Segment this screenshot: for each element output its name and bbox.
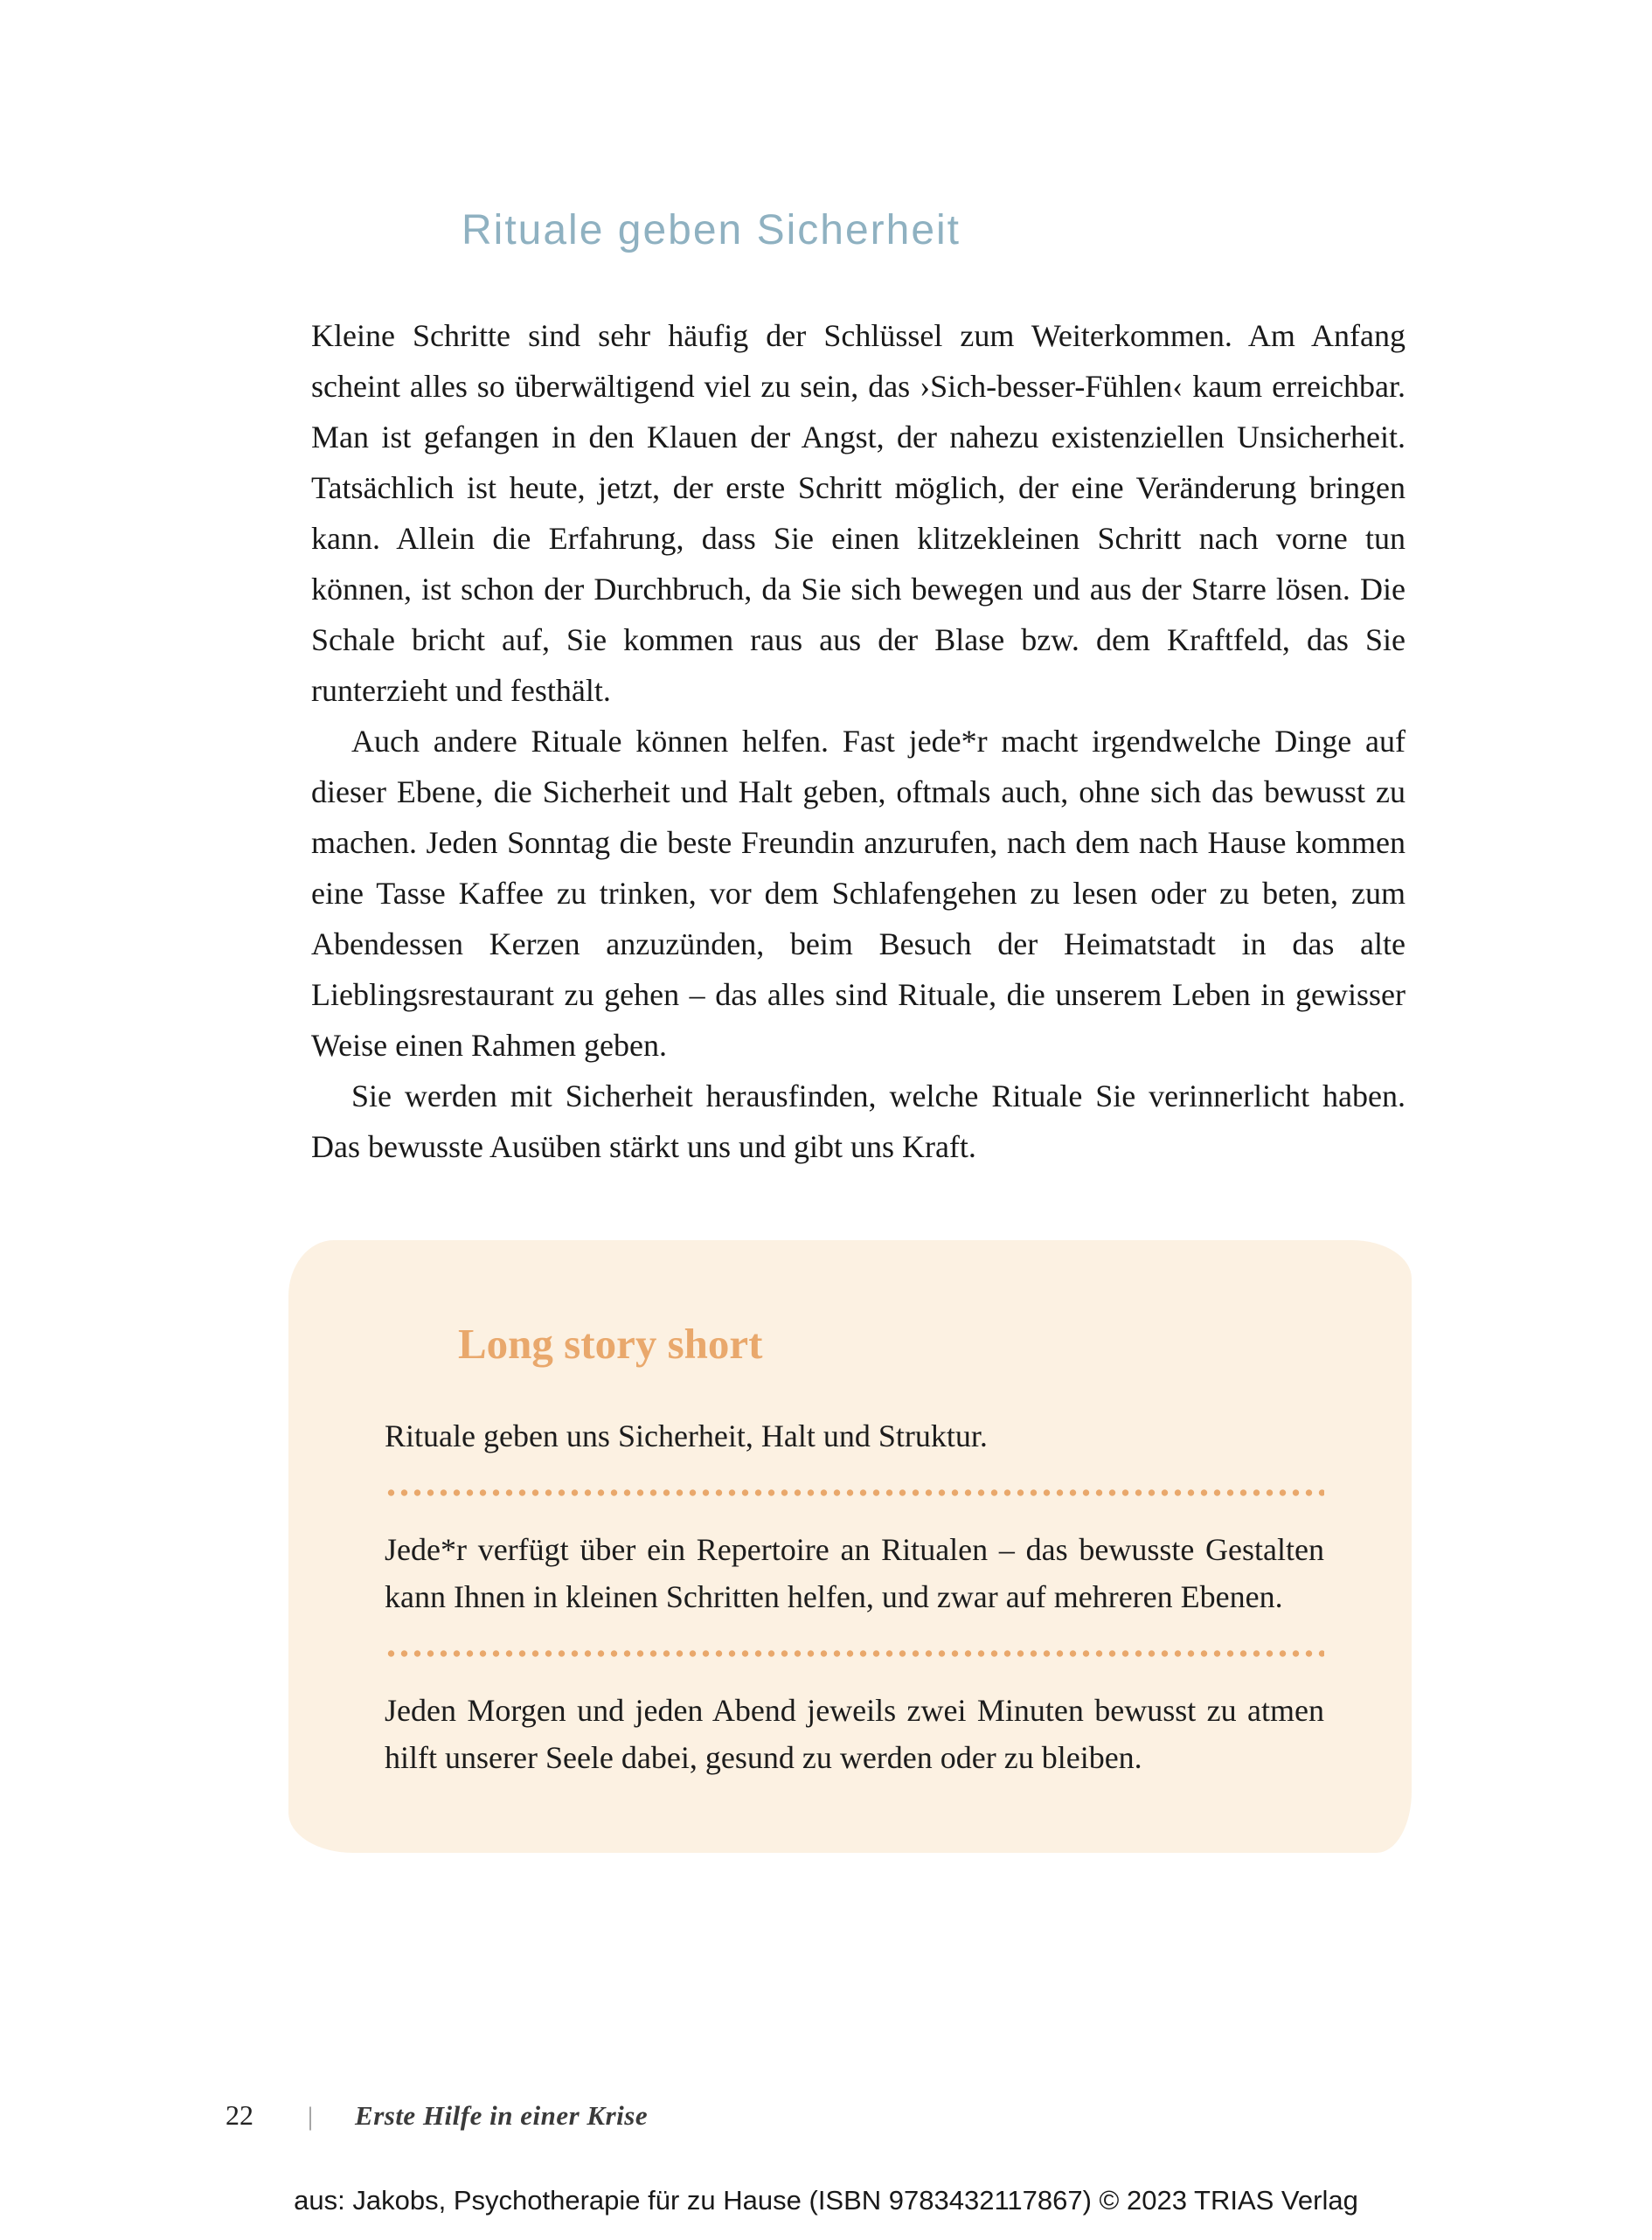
summary-item: Rituale geben uns Sicherheit, Halt und Struktur. <box>385 1418 988 1453</box>
summary-box-title: Long story short <box>458 1320 763 1368</box>
page-number: 22 <box>226 2099 253 2131</box>
summary-box <box>288 1240 1412 1853</box>
footer-separator: | <box>308 2102 314 2131</box>
dotted-divider <box>385 1650 1324 1657</box>
body-text <box>311 310 1406 1172</box>
page-title: Rituale geben Sicherheit <box>462 207 961 253</box>
body-paragraph: Sie werden mit Sicherheit herausfinden, welche Rituale Sie verinnerlicht haben. Das bewusste Ausüben stärkt uns und gibt uns Kraft. <box>311 1078 1406 1164</box>
body-paragraph: Kleine Schritte sind sehr häufig der Schlüssel zum Weiterkommen. Am Anfang scheint alles so überwältigend viel zu sein, das ›Sich-besser-Fühlen‹ kaum erreichbar. Man ist gefangen in den Klauen der Angst, der nahezu existenziellen Unsicherheit. Tatsächlich ist heute, jetzt, der erste Schritt möglich, der eine Veränderung bringen kann. Allein die Erfahrung, dass Sie einen klitzekleinen Schritt nach vorne tun können, ist schon der Durchbruch, da Sie sich bewegen und aus der Starre lösen. Die Schale bricht auf, Sie kommen raus aus der Blase bzw. dem Kraftfeld, das Sie runterzieht und festhält. <box>311 318 1406 708</box>
chapter-title: Erste Hilfe in einer Krise <box>355 2100 649 2131</box>
summary-item: Jeden Morgen und jeden Abend jeweils zwei Minuten bewusst zu atmen hilft unserer Seele dabei, gesund zu werden oder zu bleiben. <box>385 1693 1324 1775</box>
page-footer <box>226 2099 648 2132</box>
dotted-divider <box>385 1489 1324 1496</box>
page-content <box>311 206 1406 1853</box>
body-paragraph: Auch andere Rituale können helfen. Fast jede*r macht irgendwelche Dinge auf dieser Ebene, die Sicherheit und Halt geben, oftmals auch, ohne sich das bewusst zu machen. Jeden Sonntag die beste Freundin anzurufen, nach dem nach Hause kommen eine Tasse Kaffee zu trinken, vor dem Schlafengehen zu lesen oder zu beten, zum Abendessen Kerzen anzuzünden, beim Besuch der Heimatstadt in das alte Lieblingsrestaurant zu gehen – das alles sind Rituale, die unserem Leben in gewisser Weise einen Rahmen geben. <box>311 724 1406 1063</box>
summary-item: Jede*r verfügt über ein Repertoire an Ritualen – das bewusste Gestalten kann Ihnen in kleinen Schritten helfen, und zwar auf mehreren Ebenen. <box>385 1532 1324 1614</box>
citation-line: aus: Jakobs, Psychotherapie für zu Hause (ISBN 9783432117867) © 2023 TRIAS Verlag <box>294 2185 1358 2216</box>
